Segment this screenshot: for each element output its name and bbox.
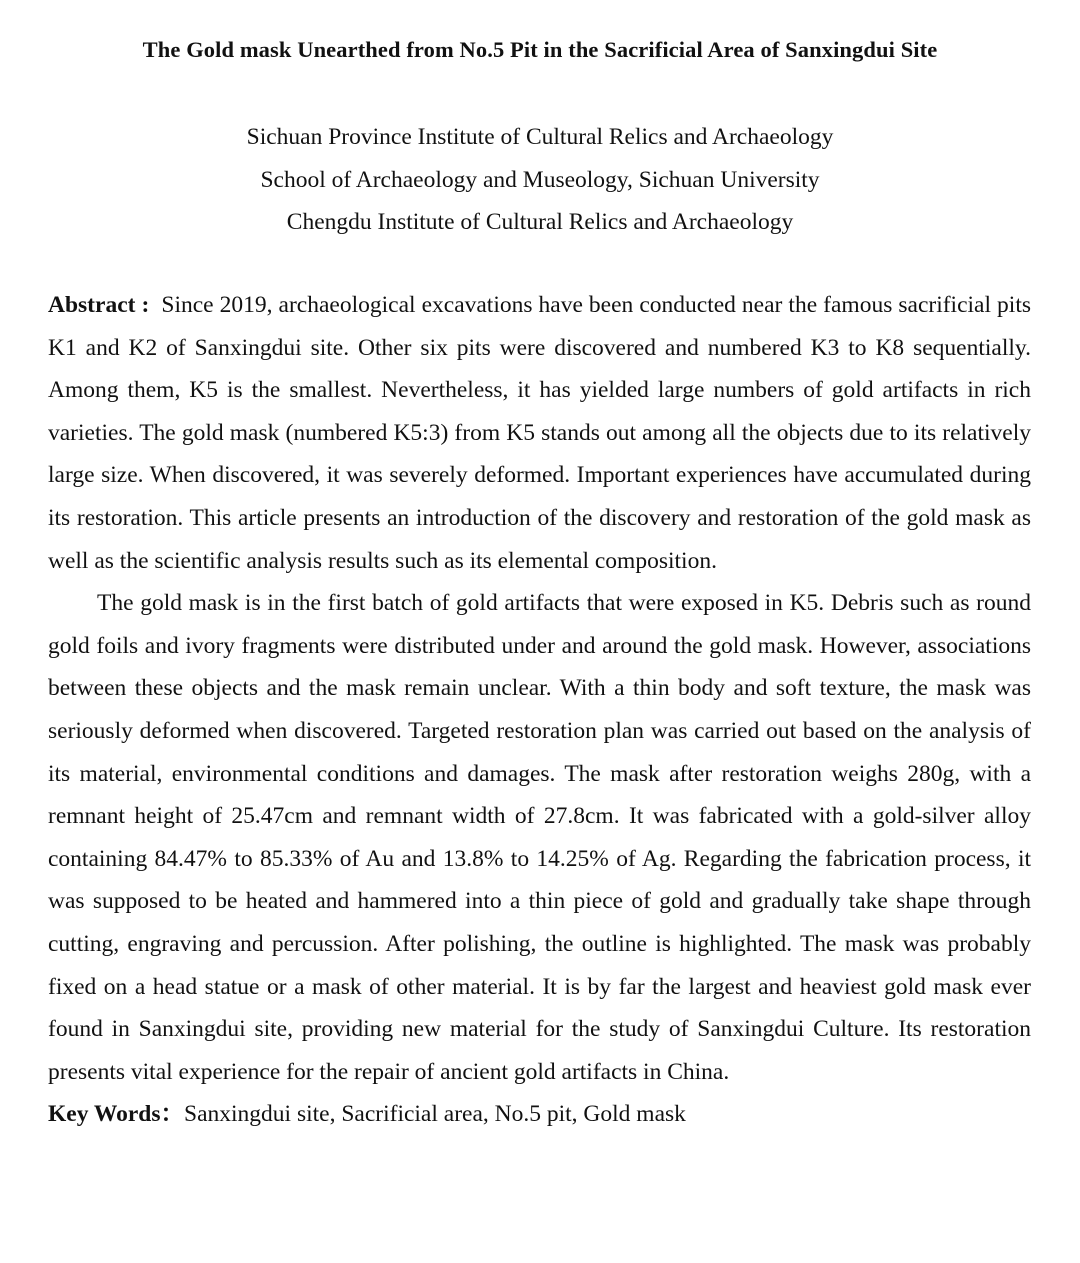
abstract-label: Abstract : <box>48 292 150 318</box>
paper-title: The Gold mask Unearthed from No.5 Pit in the Sacrificial Area of Sanxingdui Site <box>142 37 938 62</box>
keywords-line <box>48 1093 1031 1136</box>
affiliation-3: Chengdu Institute of Cultural Relics and Archaeology <box>286 209 794 235</box>
keywords-label: Key Words： <box>48 1101 185 1128</box>
affiliations <box>0 116 1080 244</box>
abstract-section <box>48 284 1031 1136</box>
abstract-paragraph-1 <box>48 284 1031 582</box>
keywords-value: Sanxingdui site, Sacrificial area, No.5 pit, Gold mask <box>184 1101 686 1128</box>
affiliation-1: Sichuan Province Institute of Cultural Relics and Archaeology <box>246 124 834 150</box>
abstract-text-1: Since 2019, archaeological excavations have been conducted near the famous sacrificial pits K1 and K2 of Sanxingdui site. Other six pits were discovered and numbered K3 to K8 sequentially. Among them, K5 is the smallest. Nevertheless, it has yielded large numbers of gold artifacts in rich varieties. The gold mask (numbered K5:3) from K5 stands out among all the objects due to its relatively large size. When discovered, it was severely deformed. Important experiences have accumulated during its restoration. This article presents an introduction of the discovery and restoration of the gold mask as well as the scientific analysis results such as its elemental composition. <box>48 292 1031 574</box>
affiliation-2: School of Archaeology and Museology, Sichuan University <box>260 166 820 193</box>
abstract-paragraph-2: The gold mask is in the first batch of gold artifacts that were exposed in K5. Debris such as round gold foils and ivory fragments were distributed under and around the gold mask. However, associations between these objects and the mask remain unclear. With a thin body and soft texture, the mask was seriously deformed when discovered. Targeted restoration plan was carried out based on the analysis of its material, environmental conditions and damages. The mask after restoration weighs 280g, with a remnant height of 25.47cm and remnant width of 27.8cm. It was fabricated with a gold-silver alloy containing 84.47% to 85.33% of Au and 13.8% to 14.25% of Ag. Regarding the fabrication process, it was supposed to be heated and hammered into a thin piece of gold and gradually take shape through cutting, engraving and percussion. After polishing, the outline is highlighted. The mask was probably fixed on a head statue or a mask of other material. It is by far the largest and heaviest gold mask ever found in Sanxingdui site, providing new material for the study of Sanxingdui Culture. Its restoration presents vital experience for the repair of ancient gold artifacts in China. <box>48 590 1031 1085</box>
